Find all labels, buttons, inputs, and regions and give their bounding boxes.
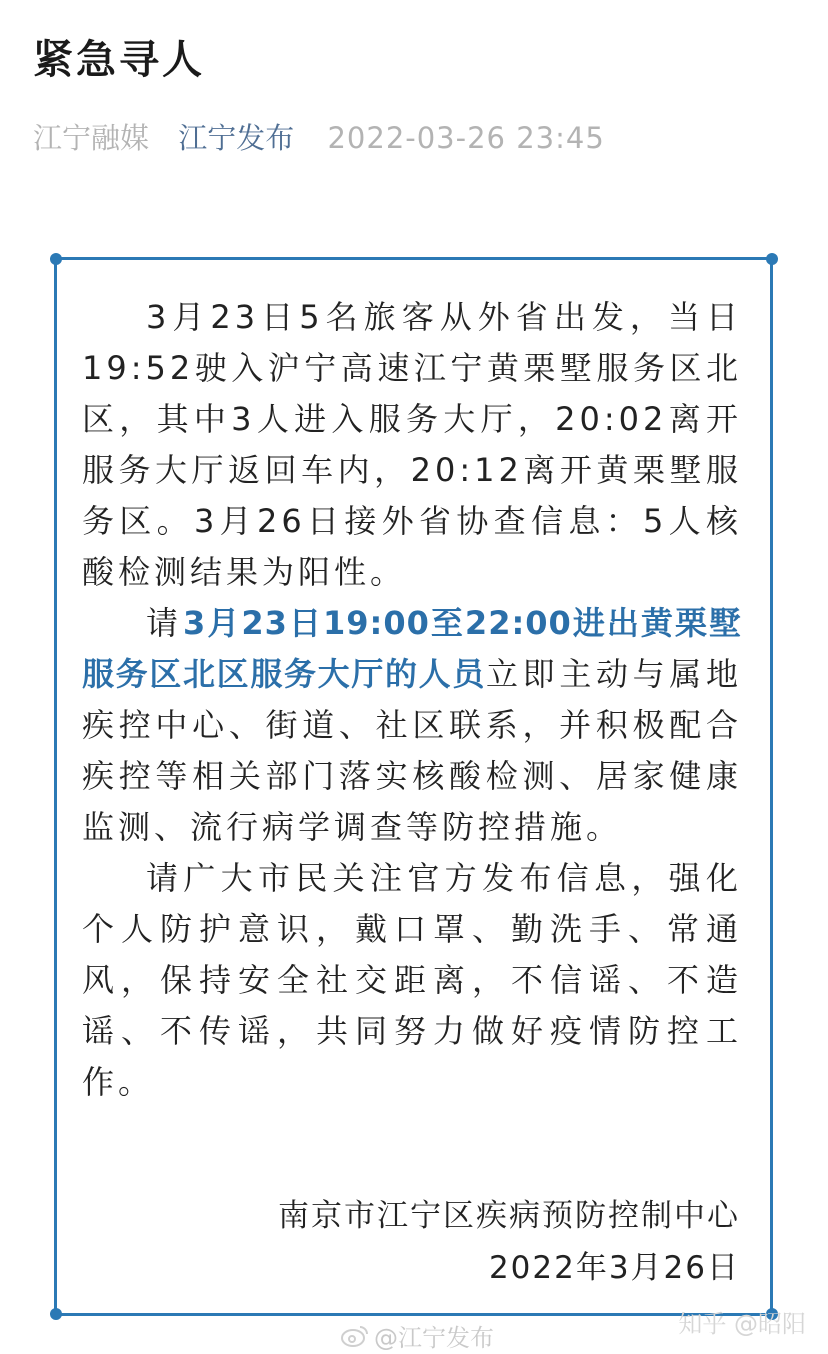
zhihu-watermark: 知乎 @昭阳 [678,1310,806,1338]
frame-top-border [56,257,772,260]
weibo-watermark [340,1318,494,1354]
frame-corner-dot [766,253,778,265]
paragraph-2-rest: 立即主动与属地疾控中心、街道、社区联系，并积极配合疾控等相关部门落实核酸检测、居家健康监测、流行病学调查等防控措施。 [82,655,742,846]
publish-time: 2022-03-26 23:45 [327,121,605,155]
weibo-watermark-text: @江宁发布 [374,1324,494,1352]
notice-paragraph-1: 3月23日5名旅客从外省出发，当日19:52驶入沪宁高速江宁黄栗墅服务区北区，其中3人进入服务大厅，20:02离开服务大厅返回车内，20:12离开黄栗墅服务区。3月26日接外省协查信息：5人核酸检测结果为阳性。 [82,298,742,591]
account-link[interactable]: 江宁发布 [178,121,295,155]
page-title: 紧急寻人 [33,37,205,83]
notice-body [82,292,742,1108]
paragraph-2-prefix: 请 [146,604,184,642]
frame-bottom-border [56,1313,772,1316]
frame-corner-dot [50,1308,62,1320]
frame-left-border [54,259,57,1315]
notice-paragraph-3: 请广大市民关注官方发布信息，强化个人防护意识，戴口罩、勤洗手、常通风，保持安全社交距离，不信谣、不造谣、不传谣，共同努力做好疫情防控工作。 [82,859,742,1101]
article-meta [33,120,605,156]
signature-date: 2022年3月26日 [488,1250,740,1286]
signature-organization: 南京市江宁区疾病预防控制中心 [278,1198,740,1234]
frame-corner-dot [50,253,62,265]
signature [278,1190,740,1294]
highlighted-target-group: 3月23日19:00至22:00进出黄栗墅服务区北区服务大厅的人员 [82,604,742,693]
weibo-icon [340,1324,370,1354]
frame-right-border [770,259,773,1315]
notice-paragraph-2 [82,598,742,853]
source-name: 江宁融媒 [33,121,150,155]
